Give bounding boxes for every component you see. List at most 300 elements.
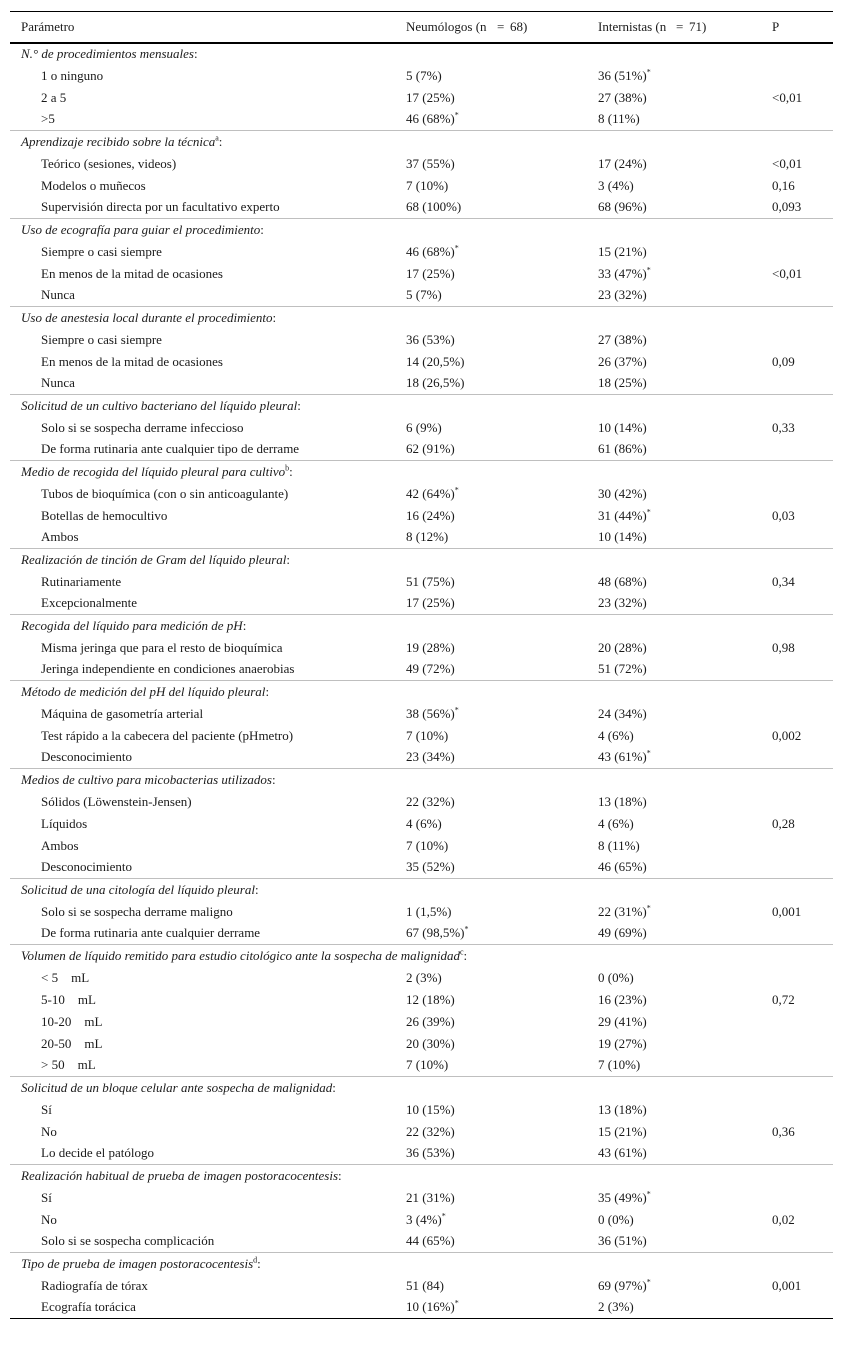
section-title-text: Recogida del líquido para medición de pH (21, 617, 243, 633)
table-row (10, 1121, 833, 1143)
internistas-value-text: 27 (38%) (598, 89, 647, 105)
section-colon: : (265, 683, 270, 699)
internistas-value-text: 36 (51%) (598, 67, 647, 83)
p-value (761, 241, 833, 263)
neumologos-value (395, 989, 587, 1011)
section-row (10, 1077, 833, 1099)
p-value (761, 813, 833, 835)
row-label (10, 87, 395, 109)
internistas-value-text: 69 (97%) (598, 1277, 647, 1293)
section-title (10, 307, 833, 329)
neumologos-value (395, 1055, 587, 1077)
internistas-value (587, 901, 761, 923)
internistas-value-text: 16 (23%) (598, 991, 647, 1007)
internistas-value-text: 22 (31%) (598, 903, 647, 919)
header-parametro: Parámetro (21, 18, 75, 34)
row-label-text: Líquidos (41, 815, 88, 831)
table-row (10, 791, 833, 813)
row-label (10, 1143, 395, 1165)
internistas-value-text: 29 (41%) (598, 1013, 647, 1029)
row-label (10, 1209, 395, 1231)
section-row (10, 769, 833, 791)
internistas-value (587, 527, 761, 549)
p-value (761, 65, 833, 87)
p-value (761, 483, 833, 505)
internistas-value (587, 1187, 761, 1209)
table-row (10, 923, 833, 945)
row-label-text: En menos de la mitad de ocasiones (41, 265, 223, 281)
neumologos-value-text: 2 (3%) (406, 969, 442, 985)
section-row (10, 131, 833, 153)
table-row (10, 65, 833, 87)
internistas-value (587, 1011, 761, 1033)
section-title-text: Método de medición del pH del líquido pleural (21, 683, 266, 699)
neumologos-value (395, 703, 587, 725)
neumologos-value (395, 813, 587, 835)
row-label (10, 241, 395, 263)
internistas-value (587, 285, 761, 307)
section-title-text: Uso de ecografía para guiar el procedimiento (21, 221, 261, 237)
internistas-value-text: 46 (65%) (598, 859, 647, 875)
internistas-value-text: 36 (51%) (598, 1233, 647, 1249)
p-value (761, 703, 833, 725)
row-label-text: Modelos o muñecos (41, 177, 146, 193)
row-label-text: Máquina de gasometría arterial (41, 705, 204, 721)
row-label (10, 1297, 395, 1319)
row-label (10, 483, 395, 505)
internistas-value-text: 19 (27%) (598, 1035, 647, 1051)
significance-marker: * (646, 903, 651, 913)
internistas-value-text: 8 (11%) (598, 837, 640, 853)
neumologos-value-text: 37 (55%) (406, 155, 455, 171)
neumologos-value (395, 1297, 587, 1319)
footnote-marker: d (253, 1255, 258, 1265)
table-row (10, 1231, 833, 1253)
row-label-text: De forma rutinaria ante cualquier derrame (41, 925, 261, 941)
p-value (761, 989, 833, 1011)
neumologos-value (395, 87, 587, 109)
row-label (10, 703, 395, 725)
p-value (761, 505, 833, 527)
table-row (10, 1275, 833, 1297)
neumologos-value-text: 1 (1,5%) (406, 903, 452, 919)
p-value (761, 329, 833, 351)
p-value (761, 593, 833, 615)
row-label-text: 10-20 mL (41, 1013, 103, 1029)
table-row (10, 989, 833, 1011)
internistas-value (587, 1275, 761, 1297)
section-colon: : (286, 551, 291, 567)
table-row (10, 813, 833, 835)
internistas-value (587, 813, 761, 835)
significance-marker: * (646, 67, 651, 77)
footnote-marker: a (215, 133, 219, 143)
section-colon: : (193, 46, 198, 61)
p-value (761, 1209, 833, 1231)
internistas-value-text: 13 (18%) (598, 793, 647, 809)
internistas-value-text: 48 (68%) (598, 573, 647, 589)
row-label (10, 901, 395, 923)
significance-marker: * (646, 1189, 651, 1199)
neumologos-value (395, 1143, 587, 1165)
internistas-value (587, 1297, 761, 1319)
row-label-text: Nunca (41, 375, 75, 391)
section-colon: : (272, 309, 277, 325)
neumologos-value-text: 5 (7%) (406, 67, 442, 83)
table-row (10, 417, 833, 439)
internistas-value-text: 27 (38%) (598, 331, 647, 347)
significance-marker: * (646, 748, 651, 758)
table-row (10, 373, 833, 395)
p-value (761, 1099, 833, 1121)
internistas-value-text: 68 (96%) (598, 199, 647, 215)
p-value-text: 0,02 (772, 1211, 795, 1227)
section-row (10, 1165, 833, 1187)
row-label (10, 1099, 395, 1121)
neumologos-value-text: 35 (52%) (406, 859, 455, 875)
row-label-text: Supervisión directa por un facultativo experto (41, 199, 280, 215)
p-value-text: 0,093 (772, 199, 802, 215)
internistas-value (587, 263, 761, 285)
row-label-text: Misma jeringa que para el resto de bioquímica (41, 639, 283, 655)
row-label-text: 2 a 5 (41, 89, 67, 105)
section-title-text: Uso de anestesia local durante el procedimiento (21, 309, 273, 325)
internistas-value (587, 109, 761, 131)
p-value (761, 417, 833, 439)
row-label-text: Siempre o casi siempre (41, 331, 162, 347)
table-row (10, 967, 833, 989)
internistas-value-text: 43 (61%) (598, 749, 647, 765)
internistas-value (587, 373, 761, 395)
section-title (10, 549, 833, 571)
internistas-value-text: 61 (86%) (598, 441, 647, 457)
significance-marker: * (646, 1277, 651, 1287)
row-label (10, 725, 395, 747)
internistas-value-text: 4 (6%) (598, 815, 634, 831)
neumologos-value-text: 67 (98,5%) (406, 925, 465, 941)
row-label (10, 989, 395, 1011)
neumologos-value (395, 527, 587, 549)
row-label-text: Solo si se sospecha derrame infeccioso (41, 419, 244, 435)
table-row (10, 747, 833, 769)
neumologos-value (395, 747, 587, 769)
neumologos-value-text: 4 (6%) (406, 815, 442, 831)
section-title (10, 219, 833, 241)
row-label (10, 1121, 395, 1143)
neumologos-value-text: 22 (32%) (406, 793, 455, 809)
section-row (10, 395, 833, 417)
table-row (10, 505, 833, 527)
neumologos-value-text: 7 (10%) (406, 727, 449, 743)
table-row (10, 483, 833, 505)
internistas-value (587, 417, 761, 439)
neumologos-value (395, 725, 587, 747)
internistas-value-text: 26 (37%) (598, 353, 647, 369)
neumologos-value (395, 571, 587, 593)
row-label (10, 285, 395, 307)
internistas-value (587, 725, 761, 747)
section-title-text: Solicitud de un bloque celular ante sospecha de malignidad (21, 1079, 333, 1095)
internistas-value (587, 659, 761, 681)
p-value (761, 637, 833, 659)
neumologos-value (395, 923, 587, 945)
neumologos-value (395, 153, 587, 175)
neumologos-value-text: 16 (24%) (406, 507, 455, 523)
row-label (10, 175, 395, 197)
neumologos-value (395, 1121, 587, 1143)
neumologos-value (395, 483, 587, 505)
internistas-value-text: 51 (72%) (598, 661, 647, 677)
section-title-text: Medios de cultivo para micobacterias utilizados (21, 771, 272, 787)
neumologos-value-text: 12 (18%) (406, 991, 455, 1007)
internistas-value (587, 703, 761, 725)
internistas-value-text: 2 (3%) (598, 1299, 634, 1315)
table-row (10, 351, 833, 373)
section-colon: : (463, 947, 468, 963)
p-value-text: 0,03 (772, 507, 795, 523)
neumologos-value (395, 835, 587, 857)
internistas-value-text: 33 (47%) (598, 265, 647, 281)
row-label-text: Sí (41, 1101, 52, 1117)
internistas-value-text: 15 (21%) (598, 243, 647, 259)
significance-marker: * (441, 1211, 446, 1221)
section-title-text: Medio de recogida del líquido pleural para cultivo (21, 463, 286, 479)
internistas-value-text: 7 (10%) (598, 1057, 641, 1073)
neumologos-value-text: 36 (53%) (406, 1145, 455, 1161)
neumologos-value-text: 51 (84) (406, 1277, 444, 1293)
p-value (761, 1143, 833, 1165)
row-label (10, 571, 395, 593)
p-value (761, 857, 833, 879)
section-title (10, 43, 833, 65)
p-value-text: <0,01 (772, 89, 803, 105)
neumologos-value-text: 17 (25%) (406, 595, 455, 611)
section-colon: : (338, 1167, 342, 1183)
row-label (10, 1011, 395, 1033)
row-label (10, 109, 395, 131)
p-value (761, 1011, 833, 1033)
neumologos-value-text: 46 (68%) (406, 243, 455, 259)
neumologos-value-text: 23 (34%) (406, 749, 455, 765)
table-row (10, 175, 833, 197)
row-label (10, 1033, 395, 1055)
internistas-value-text: 13 (18%) (598, 1101, 647, 1117)
row-label (10, 1231, 395, 1253)
neumologos-value (395, 1099, 587, 1121)
neumologos-value (395, 1187, 587, 1209)
table-row (10, 1033, 833, 1055)
section-row (10, 615, 833, 637)
p-value-text: 0,001 (772, 1277, 802, 1293)
internistas-value (587, 967, 761, 989)
neumologos-value (395, 857, 587, 879)
p-value (761, 197, 833, 219)
table-row (10, 153, 833, 175)
p-value (761, 901, 833, 923)
table-row (10, 901, 833, 923)
row-label (10, 791, 395, 813)
row-label (10, 1055, 395, 1077)
internistas-value (587, 835, 761, 857)
p-value (761, 659, 833, 681)
neumologos-value-text: 38 (56%) (406, 705, 455, 721)
significance-marker: * (464, 924, 469, 934)
section-title (10, 461, 833, 483)
p-value (761, 87, 833, 109)
row-label (10, 747, 395, 769)
results-table (10, 11, 833, 1319)
internistas-value (587, 153, 761, 175)
internistas-value (587, 1055, 761, 1077)
neumologos-value-text: 68 (100%) (406, 199, 462, 215)
p-value-text: 0,98 (772, 639, 795, 655)
p-value (761, 1297, 833, 1319)
p-value-text: 0,34 (772, 573, 795, 589)
p-value-text: 0,001 (772, 903, 802, 919)
p-value (761, 1055, 833, 1077)
internistas-value-text: 3 (4%) (598, 177, 634, 193)
section-colon: : (257, 1255, 261, 1271)
table-row (10, 593, 833, 615)
neumologos-value-text: 6 (9%) (406, 419, 442, 435)
table-row (10, 1209, 833, 1231)
p-value (761, 351, 833, 373)
section-title-text: N.° de procedimientos mensuales (21, 46, 194, 61)
table-row (10, 1099, 833, 1121)
neumologos-value (395, 285, 587, 307)
table-row (10, 1297, 833, 1319)
internistas-value (587, 1121, 761, 1143)
section-colon: : (271, 771, 276, 787)
neumologos-value (395, 1275, 587, 1297)
table-row (10, 1143, 833, 1165)
neumologos-value-text: 19 (28%) (406, 639, 455, 655)
neumologos-value (395, 1231, 587, 1253)
neumologos-value-text: 42 (64%) (406, 485, 455, 501)
p-value-text: 0,33 (772, 419, 795, 435)
row-label (10, 439, 395, 461)
section-title (10, 1165, 833, 1187)
neumologos-value-text: 49 (72%) (406, 661, 455, 677)
row-label-text: < 5 mL (41, 969, 90, 985)
row-label-text: 5-10 mL (41, 991, 96, 1007)
neumologos-value (395, 659, 587, 681)
table-row (10, 87, 833, 109)
section-title (10, 1077, 833, 1099)
internistas-value-text: 0 (0%) (598, 969, 634, 985)
table-header (10, 12, 833, 43)
section-colon: : (289, 463, 293, 479)
internistas-value (587, 1099, 761, 1121)
table-row (10, 725, 833, 747)
neumologos-value (395, 197, 587, 219)
section-row (10, 461, 833, 483)
neumologos-value-text: 20 (30%) (406, 1035, 455, 1051)
neumologos-value (395, 109, 587, 131)
neumologos-value-text: 7 (10%) (406, 837, 449, 853)
p-value-text: 0,72 (772, 991, 795, 1007)
p-value-text: <0,01 (772, 265, 803, 281)
internistas-value (587, 791, 761, 813)
significance-marker: * (454, 110, 459, 120)
p-value (761, 1275, 833, 1297)
internistas-value (587, 65, 761, 87)
row-label-text: Desconocimiento (41, 749, 132, 765)
section-row (10, 945, 833, 967)
p-value (761, 263, 833, 285)
neumologos-value-text: 22 (32%) (406, 1123, 455, 1139)
section-row (10, 879, 833, 901)
row-label-text: 20-50 mL (41, 1035, 103, 1051)
row-label-text: Ecografía torácica (41, 1299, 136, 1315)
row-label-text: Siempre o casi siempre (41, 243, 162, 259)
p-value-text: <0,01 (772, 155, 803, 171)
row-label-text: Solo si se sospecha complicación (41, 1233, 215, 1249)
row-label (10, 351, 395, 373)
footnote-marker: c (459, 947, 464, 957)
section-title-text: Solicitud de una citología del líquido pleural (21, 881, 255, 897)
p-value (761, 439, 833, 461)
section-title-text: Solicitud de un cultivo bacteriano del líquido pleural (21, 397, 298, 413)
p-value (761, 791, 833, 813)
row-label-text: Jeringa independiente en condiciones anaerobias (41, 661, 295, 677)
neumologos-value (395, 637, 587, 659)
neumologos-value (395, 967, 587, 989)
p-value (761, 153, 833, 175)
row-label-text: Lo decide el patólogo (41, 1145, 154, 1161)
table-row (10, 439, 833, 461)
neumologos-value (395, 593, 587, 615)
header-internistas: Internistas (n = 71) (598, 18, 707, 34)
internistas-value (587, 87, 761, 109)
neumologos-value (395, 351, 587, 373)
row-label-text: Ambos (41, 529, 79, 545)
section-title-text: Aprendizaje recibido sobre la técnica (21, 133, 216, 149)
row-label-text: Desconocimiento (41, 859, 132, 875)
neumologos-value (395, 791, 587, 813)
p-value (761, 109, 833, 131)
internistas-value (587, 505, 761, 527)
internistas-value (587, 1143, 761, 1165)
neumologos-value (395, 1209, 587, 1231)
neumologos-value-text: 14 (20,5%) (406, 353, 465, 369)
p-value-text: 0,28 (772, 815, 795, 831)
row-label (10, 659, 395, 681)
internistas-value (587, 241, 761, 263)
table-row (10, 637, 833, 659)
neumologos-value (395, 505, 587, 527)
internistas-value (587, 593, 761, 615)
p-value-text: 0,09 (772, 353, 795, 369)
internistas-value-text: 31 (44%) (598, 507, 647, 523)
neumologos-value-text: 7 (10%) (406, 177, 449, 193)
internistas-value (587, 571, 761, 593)
row-label (10, 835, 395, 857)
row-label (10, 1275, 395, 1297)
section-title (10, 395, 833, 417)
p-value (761, 1121, 833, 1143)
row-label-text: De forma rutinaria ante cualquier tipo de derrame (41, 441, 300, 457)
section-colon: : (254, 881, 259, 897)
neumologos-value (395, 329, 587, 351)
section-colon: : (218, 133, 223, 149)
row-label-text: Teórico (sesiones, videos) (41, 155, 177, 171)
row-label-text: Tubos de bioquímica (con o sin anticoagulante) (41, 485, 289, 501)
neumologos-value-text: 10 (15%) (406, 1101, 455, 1117)
row-label-text: Botellas de hemocultivo (41, 507, 168, 523)
row-label-text: >5 (41, 111, 55, 127)
row-label-text: No (41, 1211, 57, 1227)
